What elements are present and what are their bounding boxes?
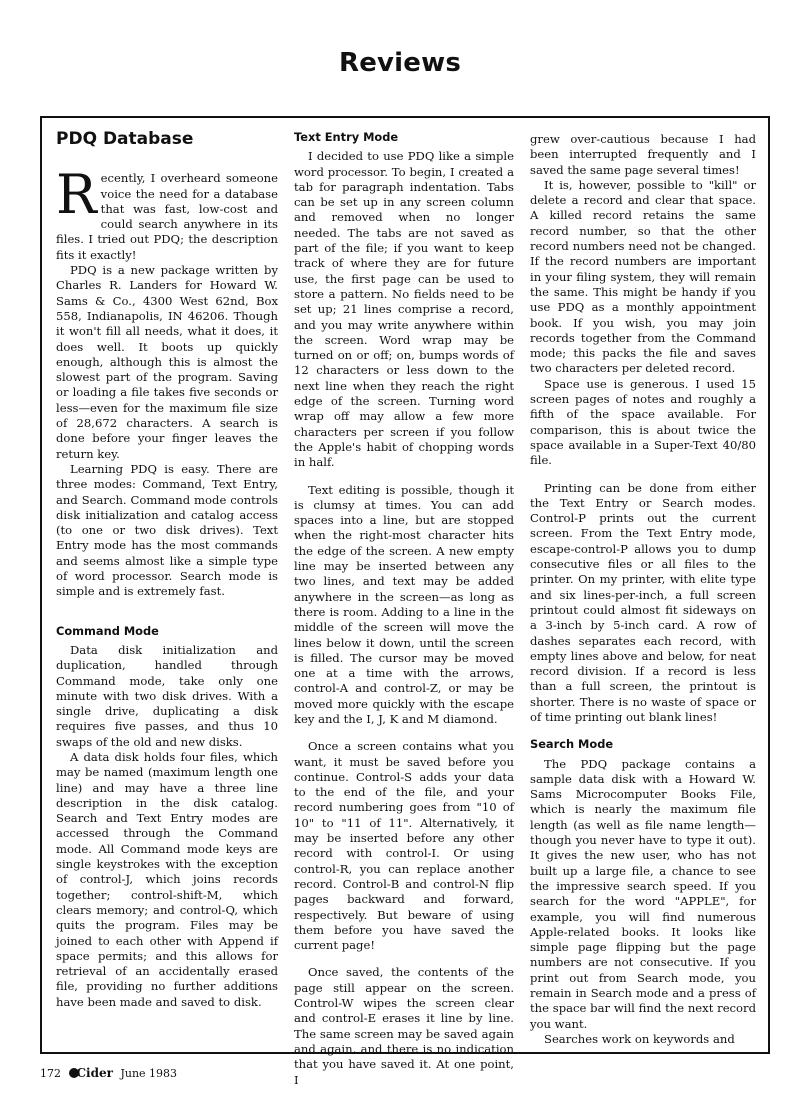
section-heading-text-entry-mode: Text Entry Mode [294,130,399,144]
section-heading-search-mode: Search Mode [530,737,614,752]
article-title: PDQ Database [56,129,194,149]
paragraph: Once saved, the contents of the page still appear on the screen. Control-W wipes the screen clear and control-E erases it line by line. The same screen may be saved again and again, and there is no indication that you have saved it. At one point, I [294,965,514,1087]
column-2 [294,128,514,1088]
paragraph: Space use is generous. I used 15 screen pages of notes and roughly a fifth of the space available. For comparison, this is about twice the space available in a Super-Text 40/80 file. [530,376,756,468]
paragraph: Text editing is possible, though it is clumsy at times. You can add spaces into a line, but are stopped when the right-most character hits the edge of the screen. A new empty line may be inserted between any two lines, and text may be added anywhere in the screen—as long as there is room. Adding to a line in the middle of the screen will move the lines below it down, until the screen is filled. The cursor may be moved one at a time with the arrows, control-A and control-Z, or may be moved more quickly with the escape key and the I, J, K and M diamond. [294,482,514,726]
paragraph: Once a screen contains what you want, it must be saved before you continue. Control-S adds your data to the end of the file, and your record numbering goes from "10 of 10" to "11 of 11". Alternatively, it may be inserted before any other record with control-I. Or using control-R, you can replace another record. Control-B and control-N flip pages backward and forward, respectively. But beware of using them before you have saved the current page! [294,739,514,953]
paragraph: I decided to use PDQ like a simple word processor. To begin, I created a tab for paragraph indentation. Tabs can be set up in any screen column and removed when no longer needed. The tabs are not saved as part of the file; if you want to keep track of where they are for future use, the first page can be used to store a pattern. No fields need to be set up; 21 lines comprise a record, and you may write anywhere within the screen. Word wrap may be turned on or off; on, bumps words of 12 characters or less down to the next line when they reach the right edge of the screen. Turning word wrap off may allow a few more characters per screen if you follow the Apple's habit of chopping words in half. [294,149,514,470]
section-heading-command-mode: Command Mode [56,623,159,638]
page-number: 172 [40,1067,61,1080]
paragraph: It is, however, possible to "kill" or delete a record and clear that space. A killed record retains the same record number, so that the other record numbers need not be changed. If the record numbers are important in your filing system, they will remain the same. This might be handy if you use PDQ as a monthly appointment book. If you wish, you may join records together from the Command mode; this packs the file and saves two characters per deleted record. [530,177,756,376]
paragraph: Printing can be done from either the Text Entry or Search modes. Control-P prints out the current screen. From the Text Entry mode, escape-control-P allows you to dump consecutive files or all files to the printer. On my printer, with elite type and six lines-per-inch, a full screen printout could almost fit sideways on a 3-inch by 5-inch card. A row of dashes separates each record, with empty lines above and below, for neat record division. If a record is less than a full screen, the printout is shorter. There is no waste of space or of time printing out blank lines! [530,480,756,724]
column-3 [530,132,756,1047]
paragraph: The PDQ package contains a sample data disk with a Howard W. Sams Microcomputer Books File, which is nearly the maximum file length (as well as file name length—though you never have to type it out). It gives the new user, who has not built up a large file, a chance to see the impressive search speed. If you search for the word "APPLE", for example, you will find numerous Apple-related books. It looks like simple page flipping but the page numbers are not consecutive. If you print out from Search mode, you remain in Search mode and a press of the space bar will find the next record you want. [530,756,756,1031]
paragraph: PDQ is a new package written by Charles R. Landers for Howard W. Sams & Co., 4300 West 62nd, Box 558, Indianapolis, IN 46206. Though it won't fill all needs, what it does, it does well. It boots up quickly enough, although this is almost the slowest part of the program. Saving or loading a file takes five seconds or less—even for the maximum file size of 28,672 characters. A search is done before your finger leaves the return key. [56,263,278,461]
column-1 [56,129,278,1010]
page-footer [40,1066,177,1080]
magazine-logo [69,1066,113,1080]
paragraph: Learning PDQ is easy. There are three modes: Command, Text Entry, and Search. Command mode controls disk initialization and catalog access (to one or two disk drives). Text Entry mode has the most commands and seems almost like a simple type of word processor. Search mode is simple and is extremely fast. [56,461,278,599]
paragraph: Data disk initialization and duplication, handled through Command mode, take only one minute with two disk drives. With a single drive, duplicating a disk requires five passes, and thus 10 swaps of the old and new disks. [56,642,278,749]
paragraph: Searches work on keywords and [544,1031,735,1046]
paragraph: grew over-cautious because I had been interrupted frequently and I saved the same page several times! [530,132,756,177]
lead-text: ecently, I overheard someone voice the need for a database that was fast, low-cost and could search anywhere in its files. I tried out PDQ; the description fits it exactly! [56,171,278,262]
dropcap: R [56,163,97,227]
lead-paragraph [56,163,278,263]
issue-date: June 1983 [120,1067,178,1080]
page-title: Reviews [338,48,462,78]
magazine-name: Cider [76,1066,113,1080]
paragraph: A data disk holds four files, which may be named (maximum length one line) and may have a three line description in the disk catalog. Search and Text Entry modes are accessed through the Command mode. All Command mode keys are single keystrokes with the exception of control-J, which joins records together; control-shift-M, which clears memory; and control-Q, which quits the program. Files may be joined to each other with Append if space permits; and this allows for retrieval of an accidentally erased file, providing no further additions have been made and saved to disk. [56,749,278,1009]
